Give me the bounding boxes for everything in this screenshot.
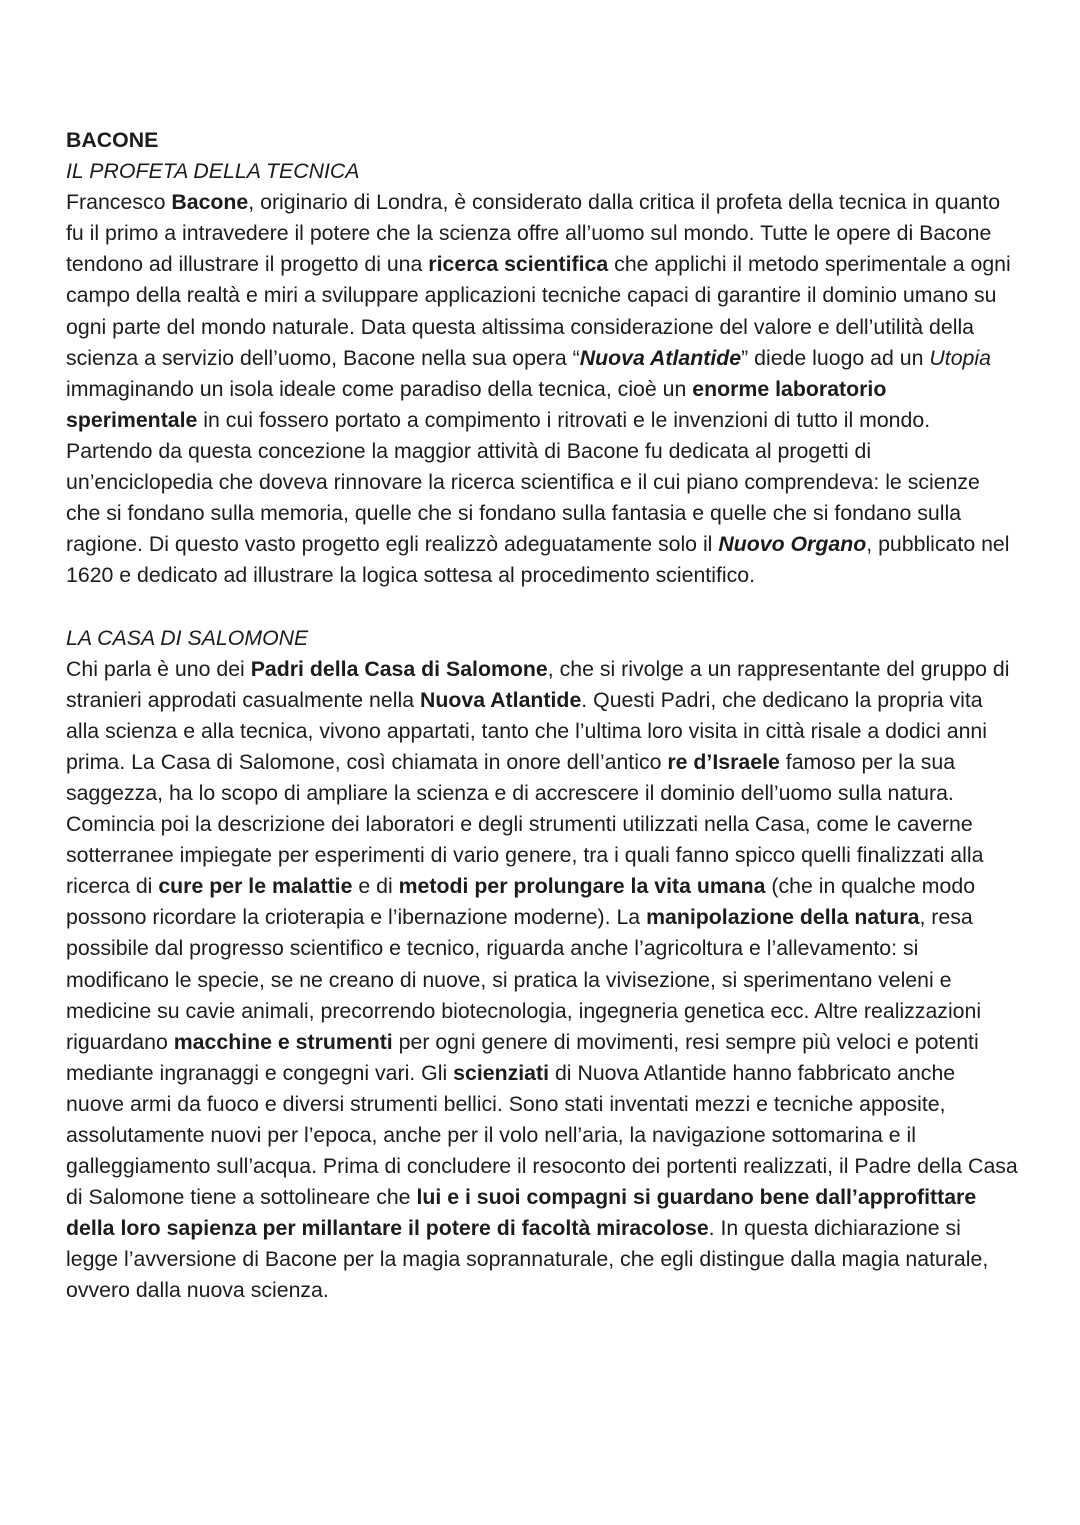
bold-text: macchine e strumenti bbox=[173, 1029, 393, 1054]
document-page bbox=[66, 125, 1018, 1307]
bold-text: Bacone bbox=[171, 190, 249, 215]
document-title: BACONE bbox=[66, 128, 159, 152]
paragraph-salomone bbox=[66, 654, 1018, 1307]
text-run: , pubblicato nel 1620 e dedicato ad illustrare la logica sottesa al procedimento scientifico. bbox=[66, 532, 1010, 588]
text-run: . In questa dichiarazione si legge l’avversione di Bacone per la magia soprannaturale, che egli distingue dalla magia naturale, ovvero dalla nuova scienza. bbox=[66, 1216, 989, 1303]
bold-text: metodi per prolungare la vita umana bbox=[398, 874, 766, 899]
bold-text: Padri della Casa di Salomone bbox=[250, 656, 548, 681]
bold-text: lui e i suoi compagni si guardano bene dall’approfittare della loro sapienza per millantare il potere di facoltà miracolose bbox=[66, 1185, 977, 1241]
bold-text: Nuova Atlantide bbox=[419, 687, 582, 712]
bold-italic-text: Nuova Atlantide bbox=[579, 345, 742, 370]
text-run: famoso per la sua saggezza, ha lo scopo di ampliare la scienza e di accrescere il dominio dell’uomo sulla natura. Comincia poi la descrizione dei laboratori e degli strumenti utilizzati nella Casa, come le caverne sotterranee impiegate per esperimenti di vario genere, tra i quali fanno spicco quelli finalizzati alla ricerca di bbox=[66, 749, 984, 899]
text-run: . Questi Padri, che dedicano la propria vita alla scienza e alla tecnica, vivono appartati, tanto che l’ultima loro visita in città risale a dodici anni prima. La Casa di Salomone, così chiamata in onore dell’antico bbox=[66, 687, 987, 774]
text-run: per ogni genere di movimenti, resi sempre più veloci e potenti mediante ingranaggi e congegni vari. Gli bbox=[66, 1029, 979, 1085]
bold-text: manipolazione della natura bbox=[646, 905, 920, 930]
section-heading-salomone: LA CASA DI SALOMONE bbox=[66, 625, 309, 650]
bold-text: enorme laboratorio sperimentale bbox=[66, 376, 887, 432]
italic-text: Utopia bbox=[929, 345, 991, 370]
section-heading-profeta: IL PROFETA DELLA TECNICA bbox=[66, 159, 360, 184]
text-run: e di bbox=[352, 874, 399, 899]
text-run: , che si rivolge a un rappresentante del gruppo di stranieri approdati casualmente nella bbox=[66, 656, 1010, 712]
text-run: , originario di Londra, è considerato dalla critica il profeta della tecnica in quanto fu il primo a intravedere il potere che la scienza offre all’uomo sul mondo. Tutte le opere di Bacone tendono ad illustrare il progetto di una bbox=[66, 190, 1001, 277]
bold-text: re d’Israele bbox=[667, 749, 780, 774]
bold-text: scienziati bbox=[453, 1060, 550, 1085]
text-run: immaginando un isola ideale come paradiso della tecnica, cioè un bbox=[66, 376, 693, 401]
bold-text: ricerca scientifica bbox=[428, 252, 609, 277]
text-run: di Nuova Atlantide hanno fabbricato anche nuove armi da fuoco e diversi strumenti bellici. Sono stati inventati mezzi e tecniche apposite, assolutamente nuovi per l’epoca, anche per il volo nell’aria, la navigazione sottomarina e il galleggiamento sull’acqua. Prima di concludere il resoconto dei portenti realizzati, il Padre della Casa di Salomone tiene a sottolineare che bbox=[66, 1060, 1018, 1210]
text-run: Chi parla è uno dei bbox=[66, 656, 251, 681]
bold-text: cure per le malattie bbox=[158, 874, 353, 899]
text-run: , resa possibile dal progresso scientifico e tecnico, riguarda anche l’agricoltura e l’allevamento: si modificano le specie, se ne creano di nuove, si pratica la vivisezione, si sperimentano veleni e medicine su cavie animali, precorrendo biotecnologia, ingegneria genetica ecc. Altre realizzazioni riguardano bbox=[66, 905, 982, 1054]
text-run: che applichi il metodo sperimentale a ogni campo della realtà e miri a sviluppare applicazioni tecniche capaci di garantire il dominio umano su ogni parte del mondo naturale. Data questa altissima considerazione del valore e dell’utilità della scienza a servizio dell’uomo, Bacone nella sua opera “ bbox=[66, 252, 1011, 370]
bold-italic-text: Nuovo Organo bbox=[718, 532, 867, 557]
text-run: Francesco bbox=[66, 190, 172, 215]
paragraph-profeta bbox=[66, 187, 1018, 591]
text-run: ” diede luogo ad un bbox=[741, 345, 930, 370]
text-run: (che in qualche modo possono ricordare la crioterapia e l’ibernazione moderne). La bbox=[66, 874, 976, 930]
text-run: in cui fossero portato a compimento i ritrovati e le invenzioni di tutto il mondo. Partendo da questa concezione la maggior attività di Bacone fu dedicata al progetti di un’enciclopedia che doveva rinnovare la ricerca scientifica e il cui piano comprendeva: le scienze che si fondano sulla memoria, quelle che si fondano sulla fantasia e quelle che si fondano sulla ragione. Di questo vasto progetto egli realizzò adeguatamente solo il bbox=[66, 407, 980, 557]
paragraph-gap bbox=[66, 591, 1018, 622]
